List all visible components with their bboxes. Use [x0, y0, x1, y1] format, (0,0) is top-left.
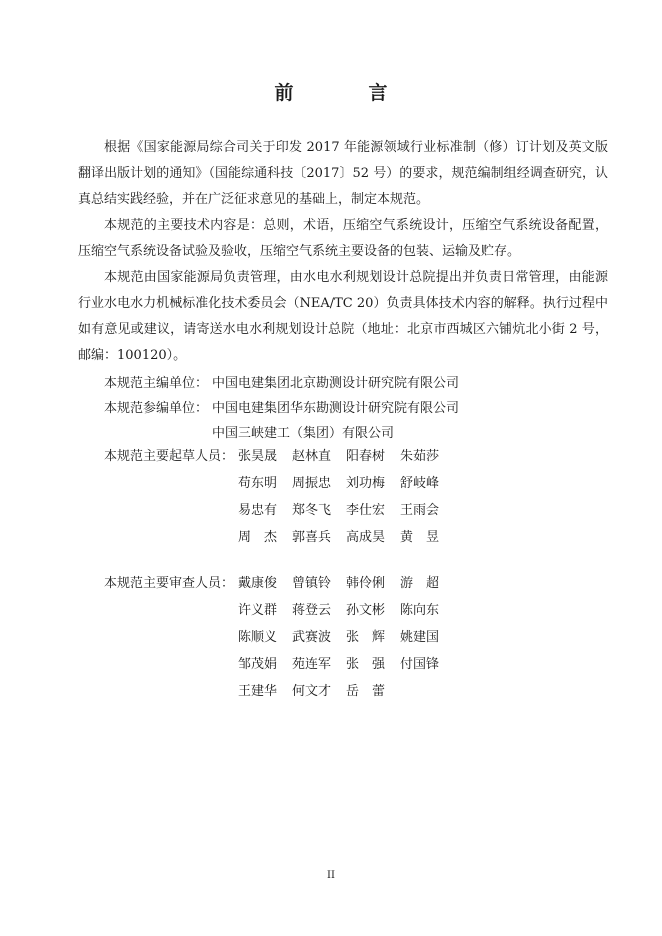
participating-unit-name: 中国电建集团华东勘测设计研究院有限公司	[212, 401, 460, 416]
paragraph-basis: 根据《国家能源局综合司关于印发 2017 年能源领域行业标准制（修）订计划及英文版翻译出版计划的通知》（国能综通科技〔2017〕52 号）的要求，规范编制组经调查研究，认真总结实践经验，并在广泛征求意见的基础上，制定本规范。	[78, 140, 608, 207]
foreword-body	[78, 135, 608, 446]
person-name: 陈向东	[400, 603, 440, 618]
person-name: 郭喜兵	[292, 530, 332, 545]
person-name: 戴康俊	[238, 576, 278, 591]
person-name: 苑连军	[292, 657, 332, 672]
reviewers-section	[104, 570, 454, 705]
person-name: 刘功梅	[346, 476, 386, 491]
person-name: 姚建国	[400, 630, 440, 645]
person-name: 武赛波	[292, 630, 332, 645]
person-name: 陈顺义	[238, 630, 278, 645]
person-name: 付国锋	[400, 657, 440, 672]
person-name: 韩伶俐	[346, 576, 386, 591]
person-name: 王雨会	[400, 503, 440, 518]
reviewers-names	[238, 570, 454, 705]
person-name: 何文才	[292, 684, 332, 699]
person-name: 苟东明	[238, 476, 278, 491]
person-name: 郑冬飞	[292, 503, 332, 518]
page-number: II	[327, 870, 335, 881]
reviewers-label: 本规范主要审查人员：	[104, 576, 235, 591]
chief-unit-row	[78, 371, 608, 396]
person-name: 黄 昱	[400, 530, 440, 545]
person-name: 游 超	[400, 576, 440, 591]
person-name: 易忠有	[238, 503, 278, 518]
person-name: 曾镇铃	[292, 576, 332, 591]
paragraph-management: 本规范由国家能源局负责管理，由水电水利规划设计总院提出并负责日常管理，由能源行业水电水力机械标准化技术委员会（NEA/TC 20）负责具体技术内容的解释。执行过程中如有意见或建议，请寄送水电水利规划设计总院（地址：北京市西城区六铺炕北小街 2 号，邮编：100120）。	[78, 270, 608, 363]
person-name: 蒋登云	[292, 603, 332, 618]
person-name: 赵林直	[292, 449, 332, 464]
person-name: 孙文彬	[346, 603, 386, 618]
person-name: 周 杰	[238, 530, 278, 545]
page-title: 前 言	[274, 82, 416, 104]
person-name: 阳春树	[346, 449, 386, 464]
person-name: 张 强	[346, 657, 386, 672]
person-name: 邹茂娟	[238, 657, 278, 672]
drafters-section	[104, 443, 454, 551]
person-name: 朱茹莎	[400, 449, 440, 464]
participating-unit-row	[78, 396, 608, 446]
person-name: 高成昊	[346, 530, 386, 545]
participating-unit-name: 中国三峡建工（集团）有限公司	[212, 426, 395, 441]
person-name: 许义群	[238, 603, 278, 618]
paragraph-contents: 本规范的主要技术内容是：总则，术语，压缩空气系统设计，压缩空气系统设备配置，压缩空气系统设备试验及验收，压缩空气系统主要设备的包装、运输及贮存。	[78, 218, 608, 259]
chief-unit-name: 中国电建集团北京勘测设计研究院有限公司	[212, 376, 460, 391]
person-name: 张 辉	[346, 630, 386, 645]
person-name: 周振忠	[292, 476, 332, 491]
person-name: 张昊晟	[238, 449, 278, 464]
person-name: 王建华	[238, 684, 278, 699]
participating-unit-label: 本规范参编单位：	[104, 401, 209, 416]
person-name: 岳 蕾	[346, 684, 386, 699]
chief-unit-label: 本规范主编单位：	[104, 376, 209, 391]
person-name: 舒岐峰	[400, 476, 440, 491]
drafters-label: 本规范主要起草人员：	[104, 449, 235, 464]
person-name: 李仕宏	[346, 503, 386, 518]
drafters-names	[238, 443, 454, 551]
